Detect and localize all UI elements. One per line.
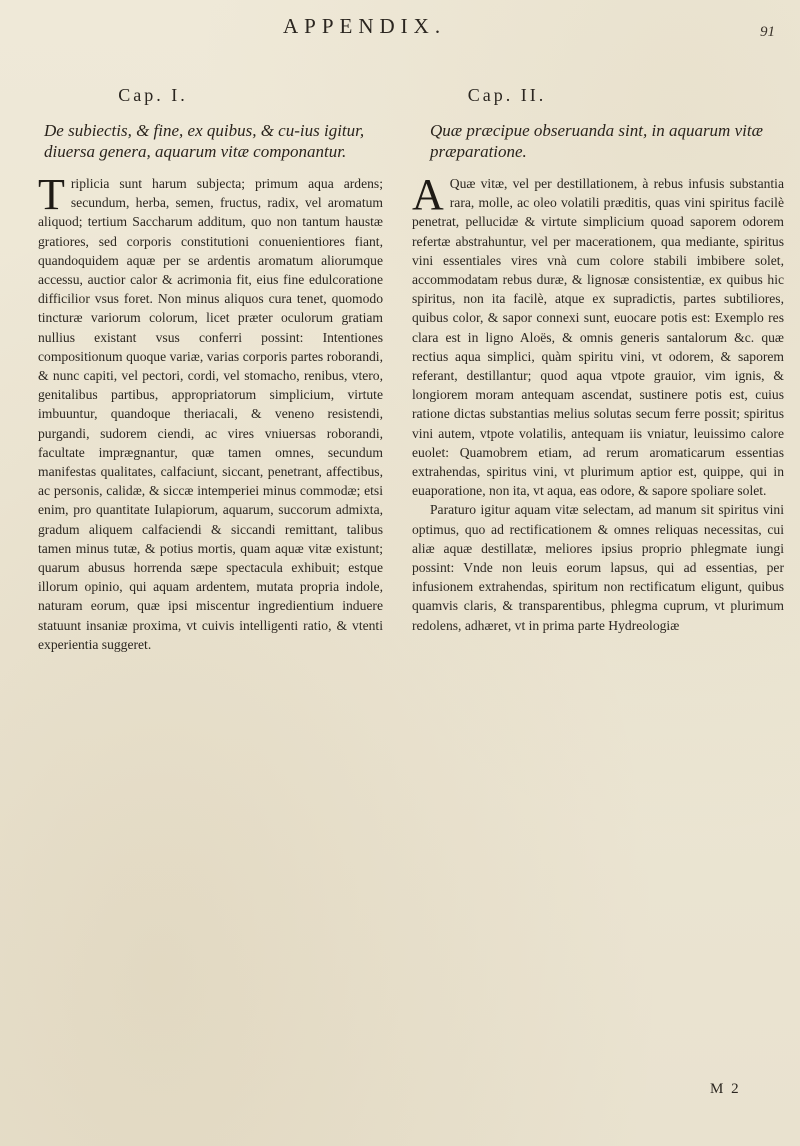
running-title: APPENDIX. xyxy=(283,14,447,38)
paragraph-text: Quæ vitæ, vel per destillationem, à rebus infusis substantia rara, molle, ac oleo volatili præditis, quas vini spiritus facilè penetrat, pellucidæ & virtute simplicium quoad saporem odorem refertæ abstrahuntur, vel per macerationem, qua mediante, spiritus vini essentiales vires vnà cum colore stabili imbibere solet, accommodatam rebus duræ, & lignosæ consistentiæ, ex quibus hic spiritus, non ita facilè, atque ex supradictis, partes subtiliores, quibus color, & sapor connexi sunt, euocare potis est: Exemplo res clara est in ligno Aloës, & omnis generis santalorum &c. quæ rectius aqua simplici, quàm spiritu vini, vt odorem, & saporem referant, destillantur; quod aqua vtpote grauior, vim ignis, & longiorem moram antequam ascendat, sustinere potis est, cuius ratione dictas substantias melius solutas secum ferre possit; spiritus vini autem, vtpote volatilis, antequam iis vniatur, leuissimo calore euolet: Quamobrem etiam, ad rerum aromaticarum essentias extrahendas, spiritus vini, vt plurimum aptior est, quippe, qui in euaporatione, non ita, vt aqua, eas odore, & sapore spoliare solet. xyxy=(412,176,784,499)
right-column xyxy=(412,84,784,635)
paragraph: Paraturo igitur aquam vitæ selectam, ad manum sit spiritus vini optimus, quo ad rectificationem & omnes reliquas necessitas, cui aliæ aquæ destillatæ, meliores ipsius proprio phlegmate iungi possint: Vnde non leuis eorum lapsus, qui ad essentias, per infusionem extrahendas, spiritum non rectificatum eligunt, quibus quamvis claris, & transparentibus, phlegma cuprum, vt plurimum redolens, adhæret, vt in prima parte Hydreologiæ xyxy=(412,502,784,633)
page-number: 91 xyxy=(760,24,775,40)
chapter-heading-right: Cap. II. xyxy=(467,85,547,105)
chapter-title-left: De subiectis, & fine, ex quibus, & cu-ius igitur, diuersa genera, aquarum vitæ componantur. xyxy=(44,121,365,161)
drop-cap: T xyxy=(38,170,65,219)
paragraph xyxy=(412,170,784,500)
paragraph-text: riplicia sunt harum subjecta; primum aqua ardens; secundum, herba, semen, fructus, radix, vel aromatum aliquod; tertium Saccharum additum, quo non tantum haustæ gratiores, sed corporis constitutioni conuenientiores fiant, quandoquidem aquæ per se ardentis aromatum aliorumque accessu, auctior calor & acrimonia fit, eius fine edulcoratione difficilior vsus foret. Non minus aliquos cura tenet, quomodo tincturæ variorum colorum, licet præter oculorum gratiam nullius existant vsus conferri possint: Intentiones compositionum quoque variæ, varias corporis partes roborandi, & nunc capiti, vel pectori, cordi, vel stomacho, renibus, vtero, genitalibus partibus, appropriatorum simplicium, virtute imbuuntur, quandoque theriacali, & veneno resistendi, purgandi, sudorem ciendi, ac vires vniuersas roborandi, facultate imprægnantur, quæ tamen omnes, secundum manifestas qualitates, calfaciunt, siccant, penetrant, affectibus, ac personis, calidæ, & siccæ intemperiei minus commodæ; etsi enim, pro quantitate Iulapiorum, aquarum, succorum admixta, gradum aliquem calfaciendi & siccandi remittant, talibus tamen minus tutæ, & potius mortis, quam aquæ vitæ existunt; quarum abusus horrenda sæpe spectacula exhibuit; estque illorum opinio, qui aquam ardentem, mutata propria indole, naturam eorum, quæ ipsi miscentur ingredientium induere statuunt insaniæ proxima, vt cuivis intelligenti ratio, & vtenti experientia suggeret. xyxy=(38,176,383,652)
signature-mark: M 2 xyxy=(710,1081,741,1097)
running-head xyxy=(0,14,800,44)
chapter-heading-left: Cap. I. xyxy=(118,85,188,105)
body-text-right xyxy=(412,170,784,635)
drop-cap: A xyxy=(412,170,444,219)
paragraph xyxy=(38,170,383,654)
chapter-title-right: Quæ præcipue obseruanda sint, in aquarum vitæ præparatione. xyxy=(430,121,763,161)
body-text-left xyxy=(38,170,383,654)
left-column xyxy=(38,84,383,654)
